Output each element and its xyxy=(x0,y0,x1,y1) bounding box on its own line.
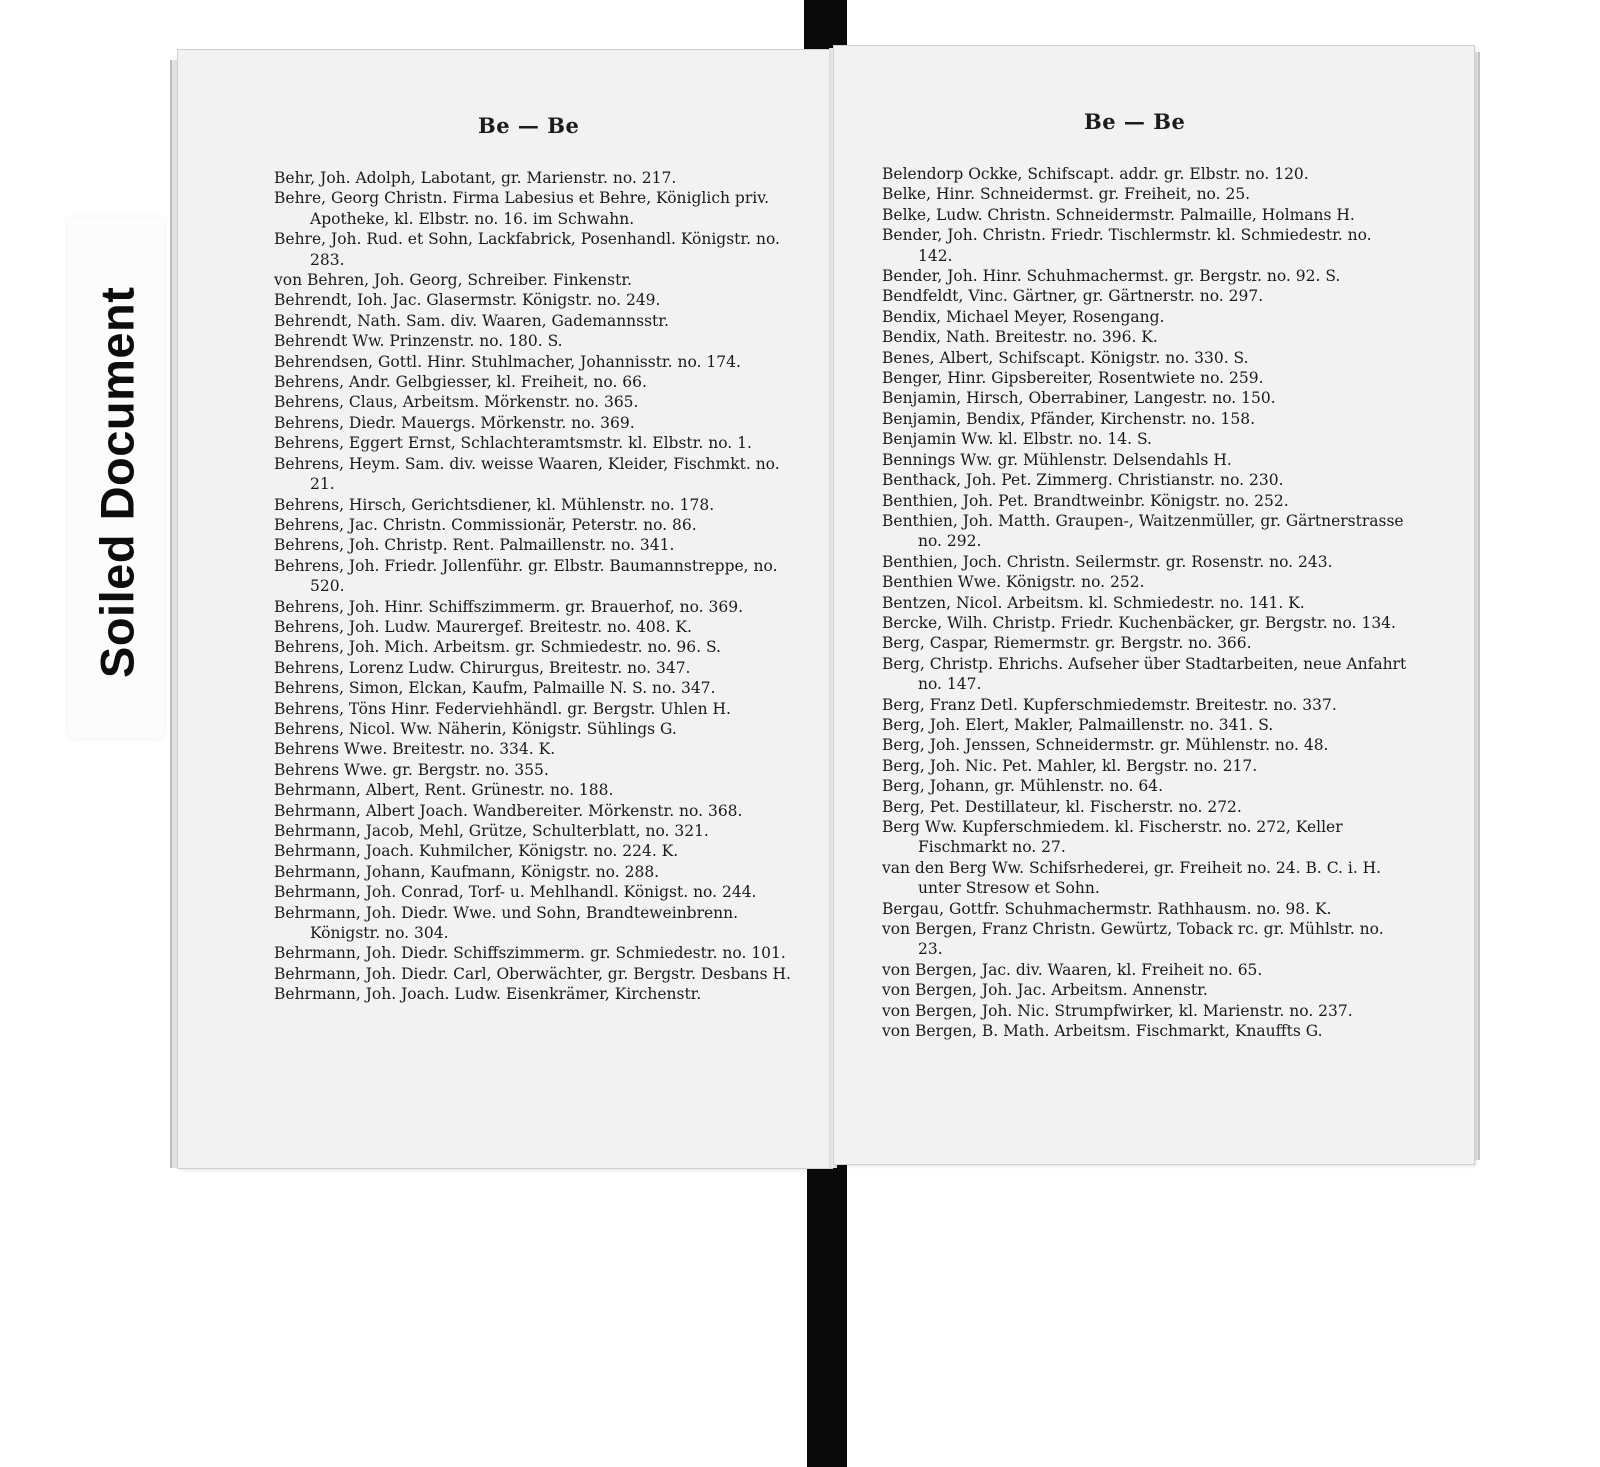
directory-entry: von Bergen, Jac. div. Waaren, kl. Freiheit no. 65. xyxy=(882,960,1263,979)
directory-entry: Behre, Georg Christn. Firma Labesius et Behre, Königlich priv. Apotheke, kl. Elbstr. no. 16. im Schwahn. xyxy=(274,189,770,228)
directory-entry: von Bergen, B. Math. Arbeitsm. Fischmarkt, Knauffts G. xyxy=(882,1022,1323,1041)
directory-entry: Benthack, Joh. Pet. Zimmerg. Christianstr. no. 230. xyxy=(882,471,1284,490)
directory-entry: Behrens, Claus, Arbeitsm. Mörkenstr. no. 365. xyxy=(274,393,639,412)
directory-entry: Behre, Joh. Rud. et Sohn, Lackfabrick, Posenhandl. Königstr. no. 283. xyxy=(274,230,780,269)
directory-entry: Behrens, Diedr. Mauergs. Mörkenstr. no. 369. xyxy=(274,413,635,432)
directory-entry: Behrens, Lorenz Ludw. Chirurgus, Breitestr. no. 347. xyxy=(274,658,691,677)
directory-entry: Belendorp Ockke, Schifscapt. addr. gr. Elbstr. no. 120. xyxy=(882,165,1309,183)
binding-strip-bottom xyxy=(807,1163,847,1467)
directory-entry: Berg, Caspar, Riemermstr. gr. Bergstr. no. 366. xyxy=(882,634,1252,653)
directory-entry: Behrens, Joh. Friedr. Jollenführ. gr. Elbstr. Baumannstreppe, no. 520. xyxy=(274,556,778,596)
directory-entry: Behrens Wwe. gr. Bergstr. no. 355. xyxy=(274,760,549,779)
directory-entry: Belke, Hinr. Schneidermst. gr. Freiheit, no. 25. xyxy=(882,185,1251,204)
directory-entry: Behrens, Eggert Ernst, Schlachteramtsmstr. kl. Elbstr. no. 1. xyxy=(274,434,752,453)
right-page-entries xyxy=(882,164,1407,1041)
directory-entry: Behrens, Jac. Christn. Commissionär, Peterstr. no. 86. xyxy=(274,515,697,534)
directory-entry: Behrendt Ww. Prinzenstr. no. 180. S. xyxy=(274,332,563,351)
directory-entry: von Bergen, Joh. Jac. Arbeitsm. Annenstr. xyxy=(882,981,1208,1000)
directory-entry: Bender, Joh. Hinr. Schuhmachermst. gr. Bergstr. no. 92. S. xyxy=(882,267,1341,286)
directory-entry: Benjamin, Hirsch, Oberrabiner, Langestr. no. 150. xyxy=(882,389,1276,408)
directory-entry: van den Berg Ww. Schifsrhederei, gr. Freiheit no. 24. B. C. i. H. unter Stresow et Sohn. xyxy=(882,858,1382,898)
directory-entry: Behrens, Joh. Hinr. Schiffszimmerm. gr. Brauerhof, no. 369. xyxy=(274,597,744,616)
directory-entry: Behrmann, Joh. Diedr. Schiffszimmerm. gr. Schmiedestr. no. 101. xyxy=(274,944,786,963)
directory-entry: Behrmann, Albert Joach. Wandbereiter. Mörkenstr. no. 368. xyxy=(274,801,743,820)
directory-entry: von Bergen, Joh. Nic. Strumpfwirker, kl. Marienstr. no. 237. xyxy=(882,1001,1353,1020)
right-page xyxy=(834,46,1474,1164)
directory-entry: Behrmann, Johann, Kaufmann, Königstr. no. 288. xyxy=(274,862,660,881)
directory-entry: Bennings Ww. gr. Mühlenstr. Delsendahls H. xyxy=(882,450,1232,469)
directory-entry: Berg, Pet. Destillateur, kl. Fischerstr. no. 272. xyxy=(882,797,1242,816)
directory-entry: Berg, Johann, gr. Mühlenstr. no. 64. xyxy=(882,777,1164,796)
left-page xyxy=(178,50,832,1168)
directory-entry: Berg, Joh. Elert, Makler, Palmaillenstr. no. 341. S. xyxy=(882,715,1274,734)
directory-entry: Behrens, Nicol. Ww. Näherin, Königstr. Sühlings G. xyxy=(274,719,677,738)
directory-entry: Bendix, Nath. Breitestr. no. 396. K. xyxy=(882,328,1158,347)
directory-entry: Benger, Hinr. Gipsbereiter, Rosentwiete no. 259. xyxy=(882,369,1264,388)
directory-entry: Behrmann, Joh. Joach. Ludw. Eisenkrämer, Kirchenstr. xyxy=(274,985,702,1004)
directory-entry: Behrmann, Joh. Diedr. Carl, Oberwächter, gr. Bergstr. Desbans H. xyxy=(274,964,791,983)
directory-entry: Behrmann, Joh. Conrad, Torf- u. Mehlhandl. Königst. no. 244. xyxy=(274,883,757,902)
directory-entry: Behrens, Joh. Mich. Arbeitsm. gr. Schmiedestr. no. 96. S. xyxy=(274,638,721,657)
directory-entry: Belke, Ludw. Christn. Schneidermstr. Palmaille, Holmans H. xyxy=(882,205,1355,224)
directory-entry: Berg Ww. Kupferschmiedem. kl. Fischerstr. no. 272, Keller Fischmarkt no. 27. xyxy=(882,818,1343,857)
directory-entry: Bercke, Wilh. Christp. Friedr. Kuchenbäcker, gr. Bergstr. no. 134. xyxy=(882,613,1396,632)
directory-entry: Berg, Joh. Jenssen, Schneidermstr. gr. Mühlenstr. no. 48. xyxy=(882,736,1329,755)
directory-entry: Benthien, Joh. Matth. Graupen-, Waitzenmüller, gr. Gärtnerstrasse no. 292. xyxy=(882,511,1404,551)
directory-entry: Benjamin, Bendix, Pfänder, Kirchenstr. no. 158. xyxy=(882,409,1256,428)
directory-entry: Behrendt, Ioh. Jac. Glasermstr. Königstr. no. 249. xyxy=(274,291,661,310)
directory-entry: Behr, Joh. Adolph, Labotant, gr. Marienstr. no. 217. xyxy=(274,169,677,187)
directory-entry: Behrens, Andr. Gelbgiesser, kl. Freiheit, no. 66. xyxy=(274,373,647,392)
left-page-entries xyxy=(274,168,794,1005)
directory-entry: Bentzen, Nicol. Arbeitsm. kl. Schmiedestr. no. 141. K. xyxy=(882,593,1305,612)
directory-entry: Bender, Joh. Christn. Friedr. Tischlermstr. kl. Schmiedestr. no. 142. xyxy=(882,226,1372,265)
right-page-header: Be — Be xyxy=(1084,109,1186,134)
directory-entry: Behrens, Töns Hinr. Federviehhändl. gr. Bergstr. Uhlen H. xyxy=(274,699,731,718)
directory-entry: Bergau, Gottfr. Schuhmachermstr. Rathhausm. no. 98. K. xyxy=(882,899,1332,918)
directory-entry: Behrens, Joh. Ludw. Maurergef. Breitestr. no. 408. K. xyxy=(274,617,692,636)
directory-entry: Behrendsen, Gottl. Hinr. Stuhlmacher, Johannisstr. no. 174. xyxy=(274,352,741,371)
directory-entry: Benthien, Joch. Christn. Seilermstr. gr. Rosenstr. no. 243. xyxy=(882,552,1333,571)
directory-entry: Behrens, Heym. Sam. div. weisse Waaren, Kleider, Fischmkt. no. 21. xyxy=(274,454,780,494)
directory-entry: Behrmann, Jacob, Mehl, Grütze, Schulterblatt, no. 321. xyxy=(274,822,709,840)
directory-entry: von Bergen, Franz Christn. Gewürtz, Toback rc. gr. Mühlstr. no. 23. xyxy=(882,920,1384,959)
directory-entry: von Behren, Joh. Georg, Schreiber. Finkenstr. xyxy=(274,271,632,290)
directory-entry: Bendfeldt, Vinc. Gärtner, gr. Gärtnerstr. no. 297. xyxy=(882,287,1264,306)
directory-entry: Behrmann, Albert, Rent. Grünestr. no. 188. xyxy=(274,781,614,800)
directory-entry: Berg, Joh. Nic. Pet. Mahler, kl. Bergstr. no. 217. xyxy=(882,756,1258,775)
directory-entry: Berg, Christp. Ehrichs. Aufseher über Stadtarbeiten, neue Anfahrt no. 147. xyxy=(882,654,1407,694)
directory-entry: Behrmann, Joh. Diedr. Wwe. und Sohn, Brandteweinbrenn. Königstr. no. 304. xyxy=(274,903,739,943)
directory-entry: Behrens, Joh. Christp. Rent. Palmaillenstr. no. 341. xyxy=(274,536,675,555)
directory-entry: Behrendt, Nath. Sam. div. Waaren, Gademannsstr. xyxy=(274,311,669,330)
directory-entry: Bendix, Michael Meyer, Rosengang. xyxy=(882,307,1165,326)
directory-entry: Behrmann, Joach. Kuhmilcher, Königstr. no. 224. K. xyxy=(274,842,679,861)
directory-entry: Berg, Franz Detl. Kupferschmiedemstr. Breitestr. no. 337. xyxy=(882,695,1337,714)
directory-entry: Benthien, Joh. Pet. Brandtweinbr. Königstr. no. 252. xyxy=(882,491,1289,510)
directory-entry: Benjamin Ww. kl. Elbstr. no. 14. S. xyxy=(882,430,1152,449)
left-page-header: Be — Be xyxy=(478,113,580,138)
soiled-document-label: Soiled Document xyxy=(90,286,144,679)
directory-entry: Behrens, Hirsch, Gerichtsdiener, kl. Mühlenstr. no. 178. xyxy=(274,495,715,514)
directory-entry: Behrens, Simon, Elckan, Kaufm, Palmaille N. S. no. 347. xyxy=(274,679,716,698)
directory-entry: Benes, Albert, Schifscapt. Königstr. no. 330. S. xyxy=(882,348,1249,367)
directory-entry: Benthien Wwe. Königstr. no. 252. xyxy=(882,573,1145,592)
directory-entry: Behrens Wwe. Breitestr. no. 334. K. xyxy=(274,740,556,759)
